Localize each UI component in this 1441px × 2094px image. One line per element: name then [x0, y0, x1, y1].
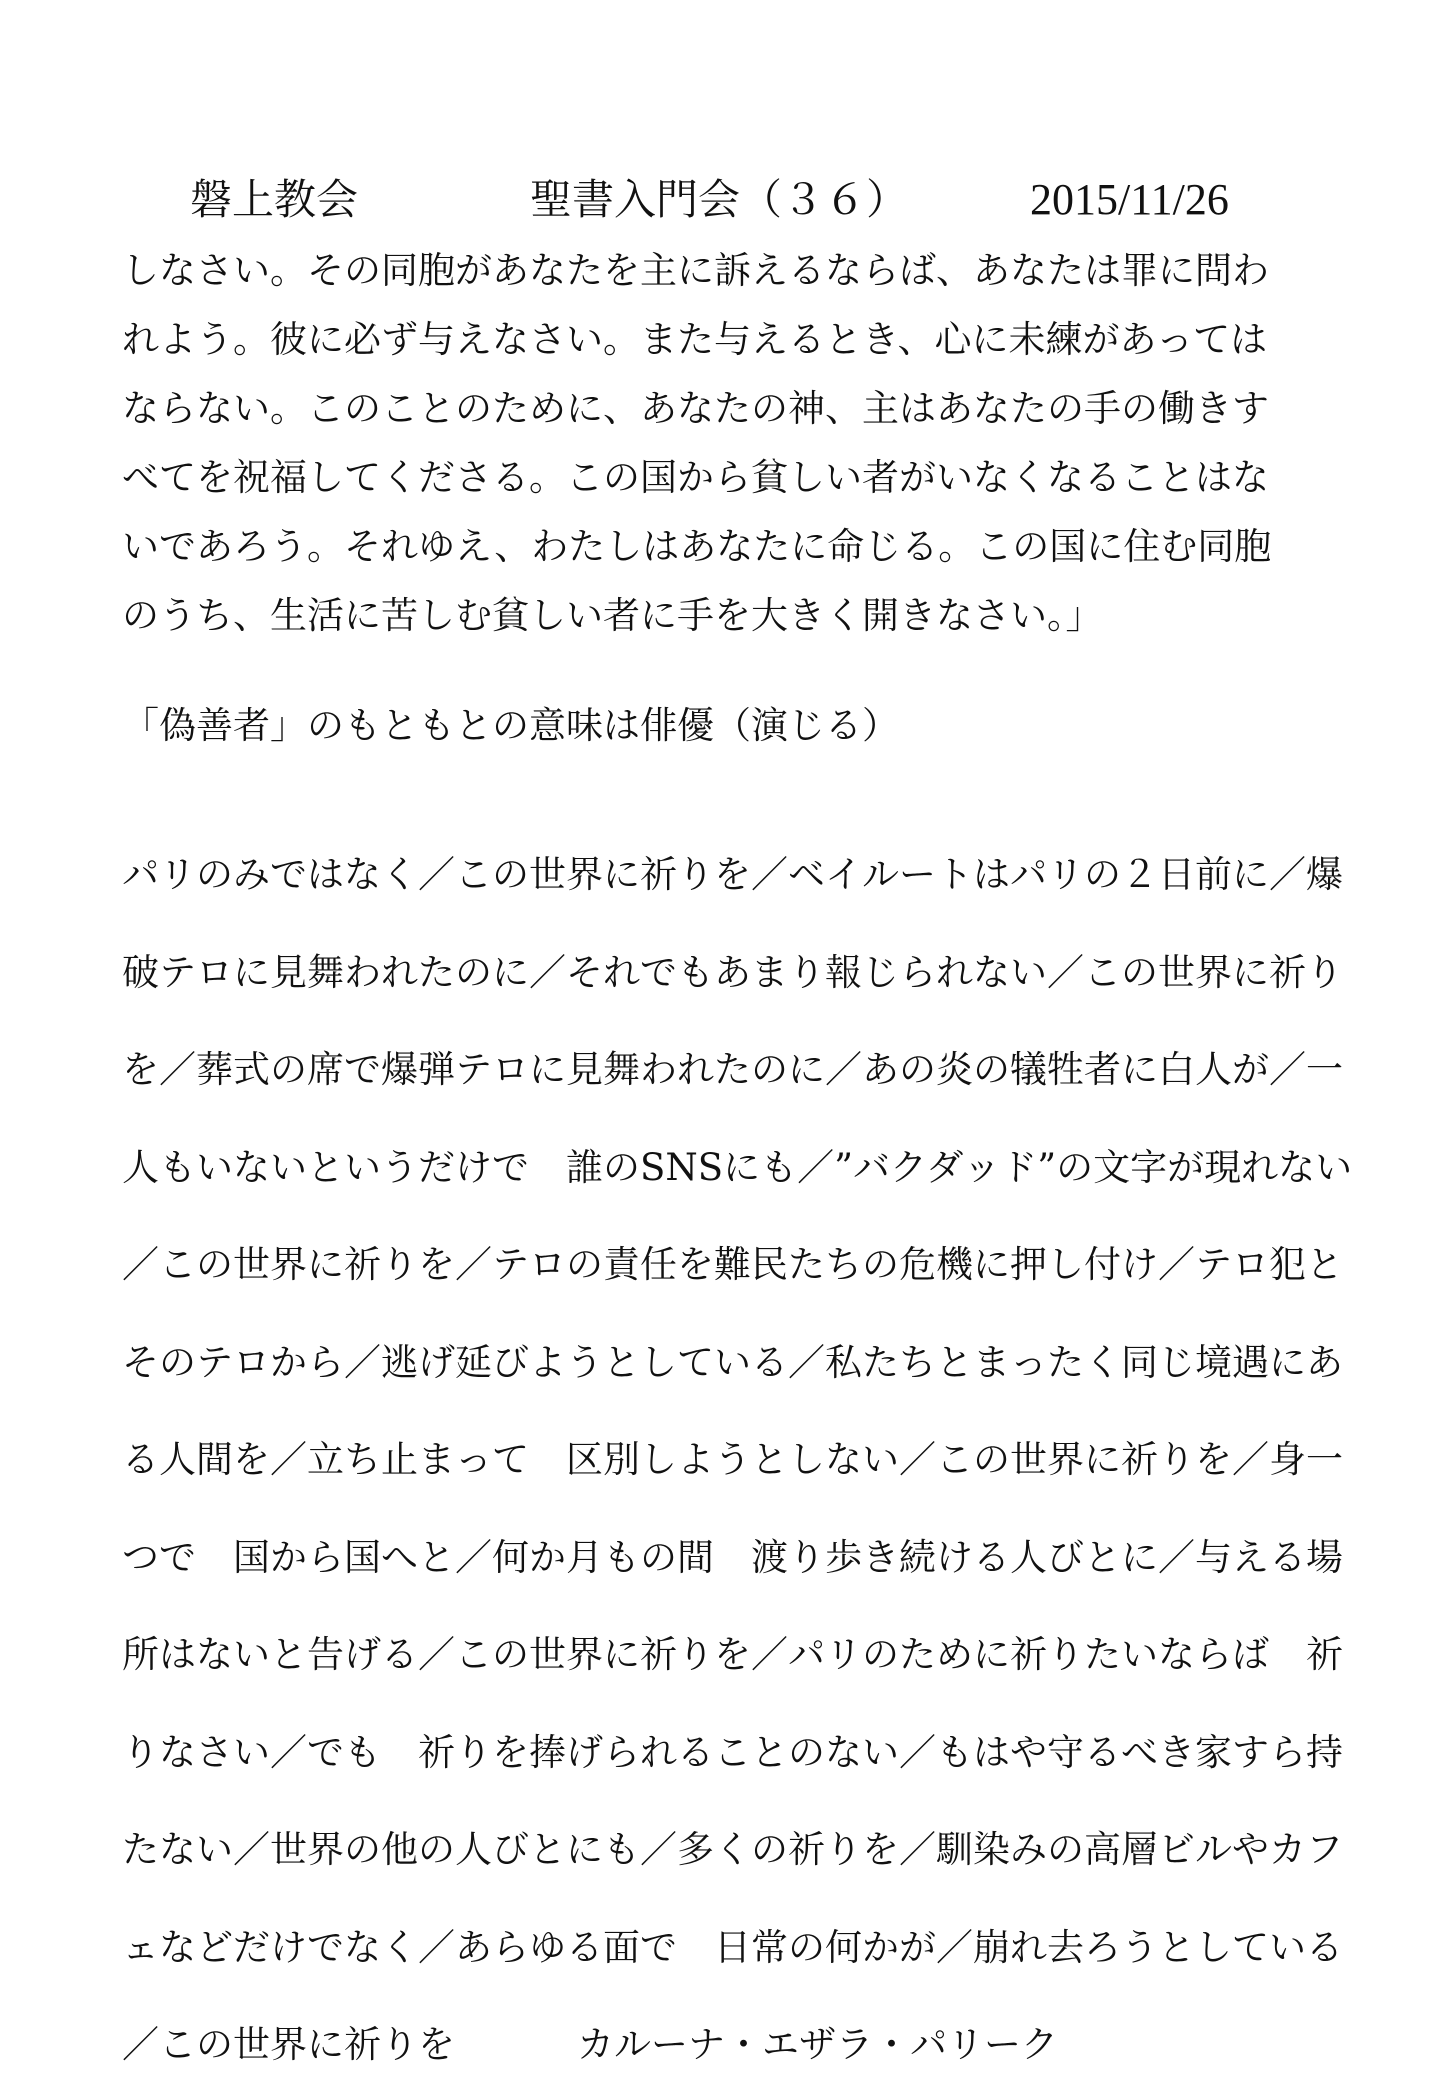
scripture-line: のうち、生活に苦しむ貧しい者に手を大きく開きなさい。」 — [122, 594, 1103, 637]
document-date: 2015/11/26 — [1030, 175, 1229, 224]
poem-line: 破テロに見舞われたのに／それでもあまり報じられない／この世界に祈り — [122, 950, 1343, 994]
poem-line: 所はないと告げる／この世界に祈りを／パリのために祈りたいならば 祈 — [122, 1633, 1343, 1676]
church-name: 磐上教会 — [190, 175, 359, 224]
poem-line: つで 国から国へと／何か月もの間 渡り歩き続ける人びとに／与える場 — [122, 1535, 1343, 1579]
poem — [122, 826, 1353, 2094]
poem-line: ェなどだけでなく／あらゆる面で 日常の何かが／崩れ去ろうとしている — [122, 1925, 1343, 1969]
poem-closing-text: ／この世界に祈りを — [122, 2023, 455, 2066]
poem-line: ／この世界に祈りを／テロの責任を難民たちの危機に押し付け／テロ犯と — [122, 1243, 1343, 1286]
scripture-line: しなさい。その同胞があなたを主に訴えるならば、あなたは罪に問わ — [122, 249, 1269, 292]
poem-line: 人もいないというだけで 誰のSNSにも／”バクダッド”の文字が現れない — [122, 1145, 1353, 1189]
hypocrite-note: 「偽善者」のもともとの意味は俳優（演じる） — [122, 704, 899, 747]
scripture-line: れよう。彼に必ず与えなさい。また与えるとき、心に未練があっては — [122, 318, 1268, 361]
document-header — [190, 170, 1320, 230]
course-title: 聖書入門会（３６） — [530, 175, 909, 224]
scripture-line: ならない。このことのために、あなたの神、主はあなたの手の働きす — [122, 387, 1269, 430]
scripture-line: いであろう。それゆえ、わたしはあなたに命じる。この国に住む同胞 — [122, 525, 1272, 568]
poem-author: カルーナ・エザラ・パリーク — [577, 2023, 1058, 2066]
poem-line: そのテロから／逃げ延びようとしている／私たちとまったく同じ境遇にあ — [122, 1340, 1343, 1384]
poem-line: パリのみではなく／この世界に祈りを／ベイルートはパリの２日前に／爆 — [122, 853, 1343, 896]
scripture-line: べてを祝福してくださる。この国から貧しい者がいなくなることはな — [122, 456, 1269, 499]
scripture-paragraph — [122, 236, 1322, 650]
poem-line: たない／世界の他の人びとにも／多くの祈りを／馴染みの高層ビルやカフ — [122, 1828, 1343, 1871]
poem-last-line — [122, 1996, 1322, 2094]
poem-line: を／葬式の席で爆弾テロに見舞われたのに／あの炎の犠牲者に白人が／一 — [122, 1048, 1343, 1091]
poem-line: りなさい／でも 祈りを捧げられることのない／もはや守るべき家すら持 — [122, 1730, 1343, 1774]
poem-line: る人間を／立ち止まって 区別しようとしない／この世界に祈りを／身一 — [122, 1438, 1343, 1481]
